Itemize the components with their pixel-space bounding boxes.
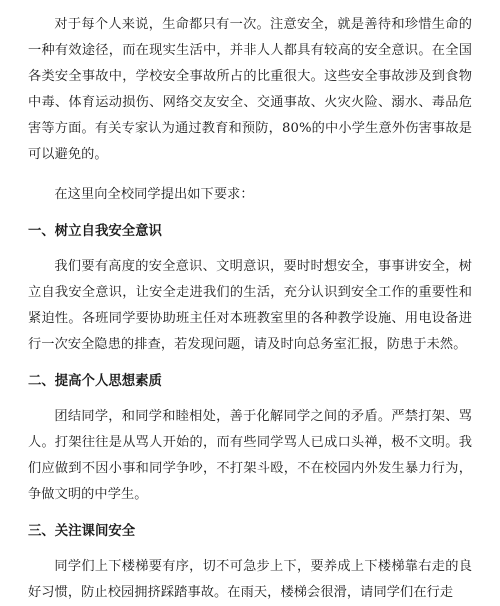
section-heading-1: 一、树立自我安全意识 (28, 223, 162, 239)
section-body-1: 我们要有高度的安全意识、文明意识，要时时想安全，事事讲安全，树立自我安全意识，让安全走进我们的生活，充分认识到安全工作的重要性和紧迫性。各班同学要协助班主任对本班教室里的各种教学设施、用电设备进行一次安全隐患的排查，若发现问题，请及时向总务室汇报，防患于未然。 (28, 259, 472, 352)
spacer (28, 358, 472, 368)
spacer (28, 394, 472, 404)
spacer (28, 544, 472, 554)
section-heading-3: 三、关注课间安全 (28, 523, 136, 539)
section-body-2: 团结同学，和同学和睦相处，善于化解同学之间的矛盾。严禁打架、骂人。打架往往是从骂人开始的，而有些同学骂人已成口头禅，极不文明。我们应做到不因小事和同学争吵，不打架斗殴，不在校园内外发生暴力行为，争做文明的中学生。 (28, 409, 472, 502)
spacer (28, 208, 472, 218)
section-body-3: 同学们上下楼梯要有序，切不可急步上下，要养成上下楼梯靠右走的良好习惯，防止校园拥挤踩踏事故。在雨天，楼梯会很滑，请同学们在行走 (28, 559, 472, 600)
lead-paragraph: 在这里向全校同学提出如下要求： (54, 187, 254, 202)
spacer (28, 244, 472, 254)
intro-paragraph: 对于每个人来说，生命都只有一次。注意安全，就是善待和珍惜生命的一种有效途径，而在现实生活中，并非人人都具有较高的安全意识。在全国各类安全事故中，学校安全事故所占的比重很大。这些安全事故涉及到食物中毒、体育运动损伤、网络交友安全、交通事故、火灾火险、溺水、毒品危害等方面。有关专家认为通过教育和预防，80%的中小学生意外伤害事故是可以避免的。 (28, 17, 472, 162)
spacer (28, 168, 472, 182)
section-heading-2: 二、提高个人思想素质 (28, 373, 162, 389)
spacer (28, 508, 472, 518)
